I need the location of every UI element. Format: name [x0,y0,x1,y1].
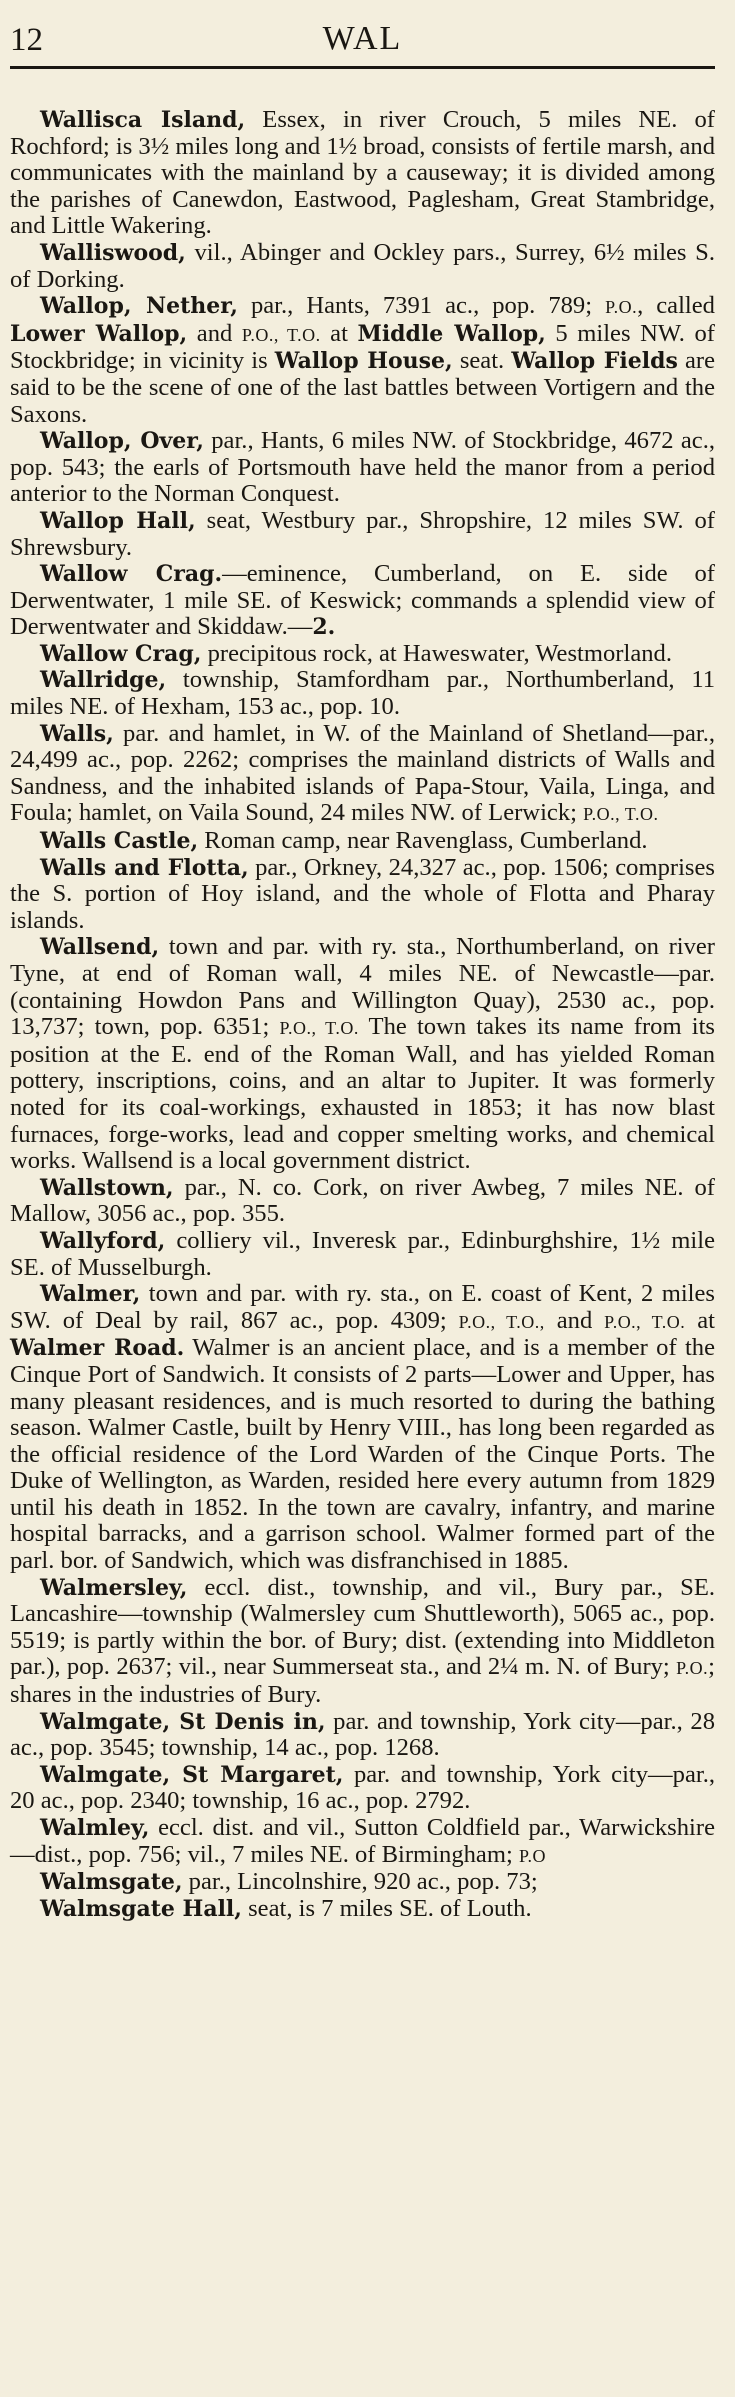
entry-headword: Walmsgate Hall, [40,1895,242,1922]
gazetteer-entry [10,561,715,641]
gazetteer-entry [10,1896,715,1923]
entry-text: and [544,1306,605,1334]
page-number: 12 [10,22,43,58]
entry-text: town and par. with ry. sta., Northumberland, on river Tyne, at end of Roman wall, 4 miles NE. of Newcastle—par. (containing Howdon Pans and Willington Quay), 2530 ac., pop. 13,737; town, pop. 6351; [10,933,715,1041]
gazetteer-entries [10,69,715,1922]
entry-text: par. and hamlet, in W. of the Mainland of Shetland—par., 24,499 ac., pop. 2262; comprises the mainland districts of Walls and Sandness, and the inhabited islands of Papa-Stour, Vaila, Linga, and Foula; hamlet, on Vaila Sound, 24 miles NW. of Lerwick; [10,719,715,827]
entry-headword: Walmgate, St Margaret, [40,1761,344,1788]
entry-headword: Wallow Crag, [40,640,202,667]
gazetteer-entry [10,1228,715,1281]
postal-abbreviation: P.O., T.O., [458,1311,545,1332]
entry-subheadword: Wallop Fields [511,348,678,375]
entry-headword: Wallstown, [40,1174,174,1201]
gazetteer-entry [10,1869,715,1896]
gazetteer-entry [10,855,715,935]
entry-text: , called [637,292,715,320]
entry-text: par., Orkney, 24,327 ac., pop. 1506; comprises the S. portion of Hoy island, and the whole of Flotta and Pharay islands. [10,853,715,934]
entry-text: —eminence, Cumberland, on E. side of Derwentwater, 1 mile SE. of Keswick; commands a splendid view of Derwentwater and Skiddaw.— [10,560,715,641]
gazetteer-entry [10,508,715,561]
gazetteer-entry [10,934,715,1174]
entry-text: and [187,319,242,347]
gazetteer-entry [10,721,715,828]
gazetteer-entry [10,1175,715,1228]
entry-headword: Walmsgate, [40,1869,183,1896]
entry-text: township, Stamfordham par., Northumberland, 11 miles NE. of Hexham, 153 ac., pop. 10. [10,666,715,721]
entry-text: par., Lincolnshire, 920 ac., pop. 73; [182,1868,538,1896]
entry-text: ; shares in the industries of Bury. [10,1653,715,1709]
entry-text: eccl. dist. and vil., Sutton Coldfield par., Warwickshire—dist., pop. 756; vil., 7 miles NE. of Birmingham; [10,1814,715,1868]
gazetteer-entry [10,240,715,293]
postal-abbreviation: P.O. [605,297,638,318]
entry-headword: Walls Castle, [40,828,199,855]
page-header [10,0,715,69]
entry-headword: Walliswood, [40,239,186,266]
postal-abbreviation: P.O., T.O. [241,324,321,345]
gazetteer-entry [10,1281,715,1575]
entry-headword: Wallsend, [40,934,160,961]
entry-text: colliery vil., Inveresk par., Edinburghshire, 1½ mile SE. of Musselburgh. [10,1226,715,1281]
entry-text: seat, Westbury par., Shropshire, 12 miles SW. of Shrewsbury. [10,506,715,561]
entry-headword: Wallisca Island, [40,107,246,133]
postal-abbreviation: P.O., T.O. [583,804,659,825]
entry-text: vil., Abinger and Ockley pars., Surrey, 6½ miles S. of Dorking. [10,238,715,293]
gazetteer-entry [10,428,715,508]
postal-abbreviation: P.O., T.O. [604,1311,686,1332]
entry-subheadword: Middle Wallop, [357,320,546,347]
entry-text: seat. [452,347,512,375]
entry-text: precipitous rock, at Haweswater, Westmorland. [201,639,672,667]
entry-text: The town takes its name from its position at the E. end of the Roman Wall, and has yielded Roman pottery, inscriptions, coins, and an altar to Jupiter. It was formerly noted for its coal-workings, exhausted in 1853; it has now blast furnaces, forge-works, lead and copper smelting works, and chemical works. Wallsend is a local government district. [10,1013,715,1175]
entry-text: are said to be the scene of one of the last battles between Vortigern and the Saxons. [10,347,716,428]
postal-abbreviation: P.O., T.O. [279,1018,359,1039]
entry-headword: Walmgate, St Denis in, [40,1708,326,1735]
entry-headword: Wallridge, [40,667,167,694]
gazetteer-entry [10,641,715,668]
gazetteer-entry [10,1762,715,1815]
entry-text: 5 miles NW. of Stockbridge; in vicinity is [10,319,715,375]
entry-text: at [685,1306,715,1334]
gazetteer-entry [10,828,715,855]
entry-text: par., Hants, 7391 ac., pop. 789; [237,292,606,320]
entry-text: Roman camp, near Ravenglass, Cumberland. [198,827,648,855]
entry-headword: Walls and Flotta, [40,854,249,881]
gazetteer-entry [10,293,715,428]
entry-text: Essex, in river Crouch, 5 miles NE. of Rochford; is 3½ miles long and 1½ broad, consists of fertile marsh, and communicates with the mainland by a causeway; it is divided among the parishes of Canewdon, Eastwood, Paglesham, Great Stambridge, and Little Wakering. [10,106,715,240]
entry-text: seat, is 7 miles SE. of Louth. [241,1894,532,1922]
running-head: WAL [322,20,403,57]
entry-headword: Walls, [40,720,114,747]
entry-headword: Wallyford, [40,1227,166,1254]
entry-text: Walmer is an ancient place, and is a member of the Cinque Port of Sandwich. It consists of 2 parts—Lower and Upper, has many pleasant residences, and is much resorted to during the bathing season. Walmer Castle, built by Henry VIII., has long been regarded as the official residence of the Lord Warden of the Cinque Ports. The Duke of Wellington, as Warden, resided here every autumn from 1829 until his death in 1852. In the town are cavalry, infantry, and marine hospital barracks, and a garrison school. Walmer formed part of the parl. bor. of Sandwich, which was disfranchised in 1885. [10,1334,715,1575]
entry-text: at [320,319,358,347]
postal-abbreviation: P.O [518,1845,546,1866]
entry-headword: Wallow Crag. [40,561,223,588]
entry-text: par. and township, York city—par., 20 ac., pop. 2340; township, 16 ac., pop. 2792. [10,1760,715,1815]
entry-subheadword: Wallop House, [274,348,453,375]
postal-abbreviation: P.O. [676,1658,709,1679]
entry-headword: Wallop, Nether, [40,293,238,320]
gazetteer-entry [10,1815,715,1869]
entry-headword: Walmley, [40,1815,150,1841]
entry-headword: Walmer, [40,1281,141,1308]
entry-subheadword: Lower Wallop, [10,320,188,347]
entry-text: par., Hants, 6 miles NW. of Stockbridge, 4672 ac., pop. 543; the earls of Portsmouth have held the manor from a period anterior to the Norman Conquest. [10,427,716,508]
entry-subheadword: 2. [312,614,336,641]
entry-headword: Walmersley, [40,1574,188,1601]
gazetteer-entry [10,107,715,240]
gazetteer-entry [10,1575,715,1709]
entry-text: par. and township, York city—par., 28 ac., pop. 3545; township, 14 ac., pop. 1268. [10,1707,715,1762]
entry-headword: Wallop, Over, [40,428,204,455]
gazetteer-entry [10,1709,715,1762]
entry-text: par., N. co. Cork, on river Awbeg, 7 miles NE. of Mallow, 3056 ac., pop. 355. [10,1173,715,1228]
entry-subheadword: Walmer Road. [10,1335,185,1362]
entry-text: eccl. dist., township, and vil., Bury par., SE. Lancashire—township (Walmersley cum Shuttleworth), 5065 ac., pop. 5519; is partly within the bor. of Bury; dist. (extending into Middleton par.), pop. 2637; vil., near Summerseat sta., and 2¼ m. N. of Bury; [10,1573,715,1681]
gazetteer-entry [10,667,715,720]
entry-headword: Wallop Hall, [40,507,196,534]
entry-text: town and par. with ry. sta., on E. coast of Kent, 2 miles SW. of Deal by rail, 867 ac., pop. 4309; [10,1280,715,1334]
